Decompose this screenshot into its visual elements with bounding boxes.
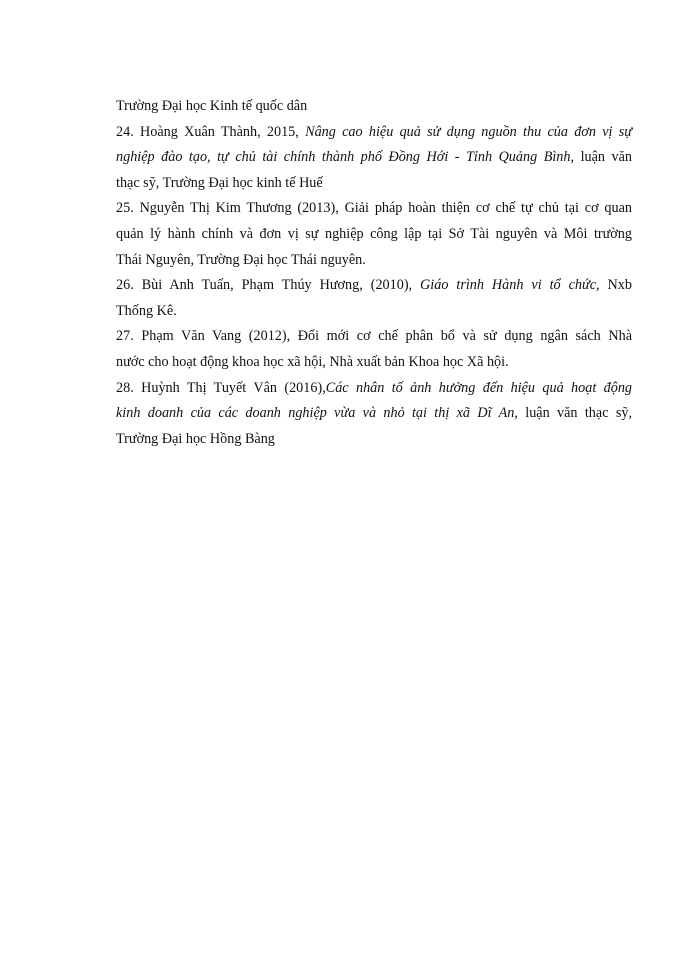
reference-line <box>116 171 632 197</box>
reference-line <box>116 94 632 120</box>
reference-line <box>116 273 632 299</box>
reference-line <box>116 196 632 222</box>
reference-text: 24. Hoàng Xuân Thành, 2015, <box>116 123 306 140</box>
reference-text: 28. Huỳnh Thị Tuyết Vân (2016), <box>116 379 326 396</box>
reference-entry <box>116 94 632 120</box>
reference-text: Thái Nguyên, Trường Đại học Thái nguyên. <box>116 251 366 268</box>
reference-title-text: Các nhân tố ảnh hưởng đến hiệu quả hoạt động <box>325 379 633 396</box>
reference-text: Trường Đại học Kinh tế quốc dân <box>116 98 308 114</box>
reference-title-text: Giáo trình Hành vi tổ chức <box>420 277 597 294</box>
reference-line <box>116 401 632 427</box>
reference-text: quản lý hành chính và đơn vị sự nghiệp công lập tại Sở Tài nguyên và Môi trường <box>116 225 632 242</box>
reference-text: , Nxb <box>596 277 632 294</box>
reference-text: 25. Nguyễn Thị Kim Thương (2013), Giải pháp hoàn thiện cơ chế tự chủ tại cơ quan <box>116 200 632 217</box>
reference-list <box>116 94 632 452</box>
reference-title-text: nghiệp đào tạo, tự chủ tài chính thành phố Đồng Hới - Tỉnh Quảng Bình <box>116 149 571 166</box>
reference-line <box>116 145 632 171</box>
reference-entry <box>116 324 632 375</box>
reference-line <box>116 120 632 146</box>
reference-title-text: kinh doanh của các doanh nghiệp vừa và nhỏ tại thị xã Dĩ An <box>116 405 515 422</box>
reference-line <box>116 248 632 274</box>
reference-text: , luận văn thạc sỹ, <box>514 405 632 422</box>
reference-text: 26. Bùi Anh Tuấn, Phạm Thúy Hương, (2010), <box>116 277 421 294</box>
reference-text: thạc sỹ, Trường Đại học kinh tế Huế <box>116 174 323 191</box>
reference-text: Trường Đại học Hồng Bàng <box>116 430 275 447</box>
reference-line <box>116 350 632 376</box>
reference-text: , luận văn <box>570 149 632 166</box>
reference-line <box>116 427 632 453</box>
reference-entry <box>116 120 632 197</box>
reference-line <box>116 324 632 350</box>
reference-entry <box>116 376 632 453</box>
reference-entry <box>116 196 632 273</box>
reference-text: 27. Phạm Văn Vang (2012), Đổi mới cơ chế phân bổ và sử dụng ngân sách Nhà <box>116 328 632 345</box>
reference-line <box>116 376 632 402</box>
reference-title-text: Nâng cao hiệu quả sử dụng nguồn thu của đơn vị sự <box>305 123 632 140</box>
reference-text: Thống Kê. <box>116 302 177 319</box>
reference-line <box>116 222 632 248</box>
reference-text: nước cho hoạt động khoa học xã hội, Nhà xuất bản Khoa học Xã hội. <box>116 353 509 370</box>
reference-line <box>116 299 632 325</box>
reference-entry <box>116 273 632 324</box>
